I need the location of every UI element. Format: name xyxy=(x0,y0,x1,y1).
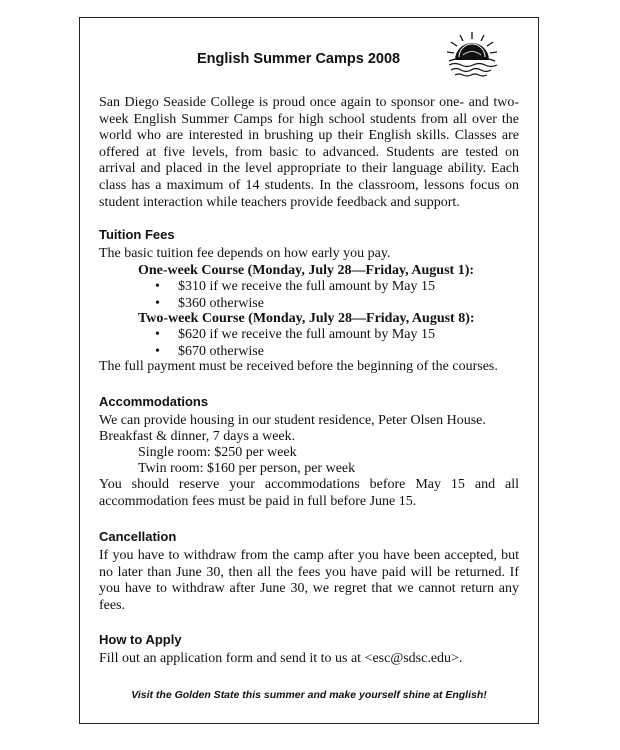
two-week-price-early: $620 if we receive the full amount by May 15 xyxy=(178,327,435,342)
two-week-course-title: Two-week Course (Monday, July 28—Friday, August 8): xyxy=(138,311,475,326)
accommodations-heading: Accommodations xyxy=(99,394,209,409)
bullet: • xyxy=(155,279,160,294)
one-week-course-title: One-week Course (Monday, July 28—Friday, August 1): xyxy=(138,263,475,278)
bullet: • xyxy=(155,296,160,311)
bullet: • xyxy=(155,344,160,359)
intro-paragraph: San Diego Seaside College is proud once again to sponsor one- and two-week English Summer Camps for high school students from all over the world who are interested in brushing up their English skills. Classes are offered at five levels, from basic to advanced. Students are tested on arrival and placed in the level appropriate to their language ability. Each class has a maximum of 14 students. In the classroom, lessons focus on student interaction while teachers provide feedback and support. xyxy=(99,95,519,210)
flyer-title: English Summer Camps 2008 xyxy=(197,51,401,67)
cancellation-text: If you have to withdraw from the camp after you have been accepted, but no later than June 30, then all the fees you have paid will be returned. If you have to withdraw after June 30, we regret that we cannot return any fees. xyxy=(99,548,519,613)
tuition-heading: Tuition Fees xyxy=(99,227,175,242)
tuition-note: The full payment must be received before the beginning of the courses. xyxy=(99,359,498,374)
single-room-price: Single room: $250 per week xyxy=(138,445,297,460)
one-week-price-early: $310 if we receive the full amount by May 15 xyxy=(178,279,435,294)
cancellation-heading: Cancellation xyxy=(99,529,177,544)
one-week-price-late: $360 otherwise xyxy=(178,296,264,311)
two-week-price-late: $670 otherwise xyxy=(178,344,264,359)
one-week-item xyxy=(155,279,435,296)
accommodations-line2: Breakfast & dinner, 7 days a week. xyxy=(99,429,296,444)
accommodations-line1: We can provide housing in our student residence, Peter Olsen House. xyxy=(99,413,486,428)
sun-over-waves-icon xyxy=(443,30,501,86)
two-week-item xyxy=(155,327,435,344)
accommodations-note: You should reserve your accommodations before May 15 and all accommodation fees must be paid in full before June 15. xyxy=(99,477,519,509)
how-to-apply-heading: How to Apply xyxy=(99,632,182,647)
how-to-apply-text: Fill out an application form and send it to us at <esc@sdsc.edu>. xyxy=(99,651,463,666)
twin-room-price: Twin room: $160 per person, per week xyxy=(138,461,356,476)
slogan: Visit the Golden State this summer and make yourself shine at English! xyxy=(131,689,487,701)
tuition-lead: The basic tuition fee depends on how early you pay. xyxy=(99,246,391,261)
bullet: • xyxy=(155,327,160,342)
